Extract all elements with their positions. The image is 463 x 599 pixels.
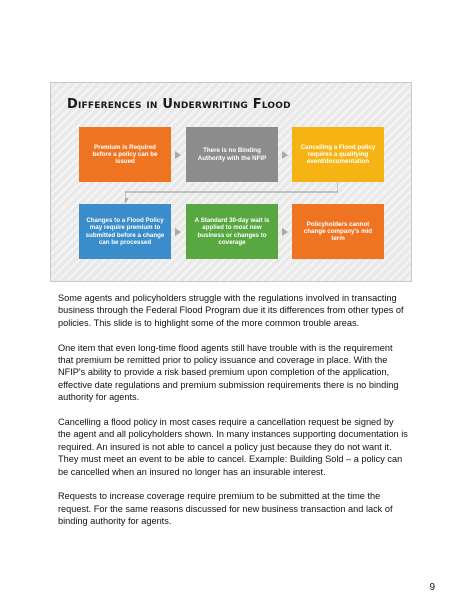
notes-paragraph: Some agents and policyholders struggle with the regulations involved in transacting business through the Federal Flood Program due it its differences from other types of policies. This slide is to highlight some of the more common trouble areas. (58, 293, 404, 328)
slide-image (50, 82, 412, 282)
premium-required-box: Premium is Required before a policy can be issued (79, 127, 171, 182)
arrow-right-icon (175, 228, 181, 236)
policy-changes-box: Changes to a Flood Policy may require premium to submitted before a change can be processed (79, 204, 171, 259)
arrow-right-icon (282, 228, 288, 236)
waiting-period-box: A Standard 30-day wait is applied to most new business or changes to coverage (186, 204, 278, 259)
no-company-change-box: Policyholders cannot change company's mid term (292, 204, 384, 259)
arrow-right-icon (175, 151, 181, 159)
connector-arrow (125, 182, 338, 204)
notes-paragraph: Requests to increase coverage require premium to be submitted at the time the request. For the same reasons discussed for new business transaction and lack of binding authority for agents. (58, 491, 393, 527)
cancelling-policy-box: Cancelling a Flood policy requires a qualifying event/documentation (292, 127, 384, 182)
no-binding-authority-box: There is no Binding Authority with the NFIP (186, 127, 278, 182)
slide-title: Differences in Underwriting Flood (67, 97, 291, 112)
notes-paragraph: One item that even long-time flood agents still have trouble with is the requirement that premium be remitted prior to policy issuance and coverage in place. With the NFIP's ability to provide a risk based premium upon completion of the application, effective date regulations and premium submission requirements there is no binding authority for agents. (58, 342, 399, 403)
page-number: 9 (429, 582, 435, 593)
notes-paragraph: Cancelling a flood policy in most cases require a cancellation request be signed by the agent and all policyholders shown. In many instances supporting documentation is required. An insured is not able to cancel a policy just because they do not want it. They must meet an event to be able to cancel. Example: Building Sold – a policy can be cancelled when an insured no longer has an insurable interest. (58, 417, 408, 477)
speaker-notes (58, 292, 408, 540)
arrow-right-icon (282, 151, 288, 159)
